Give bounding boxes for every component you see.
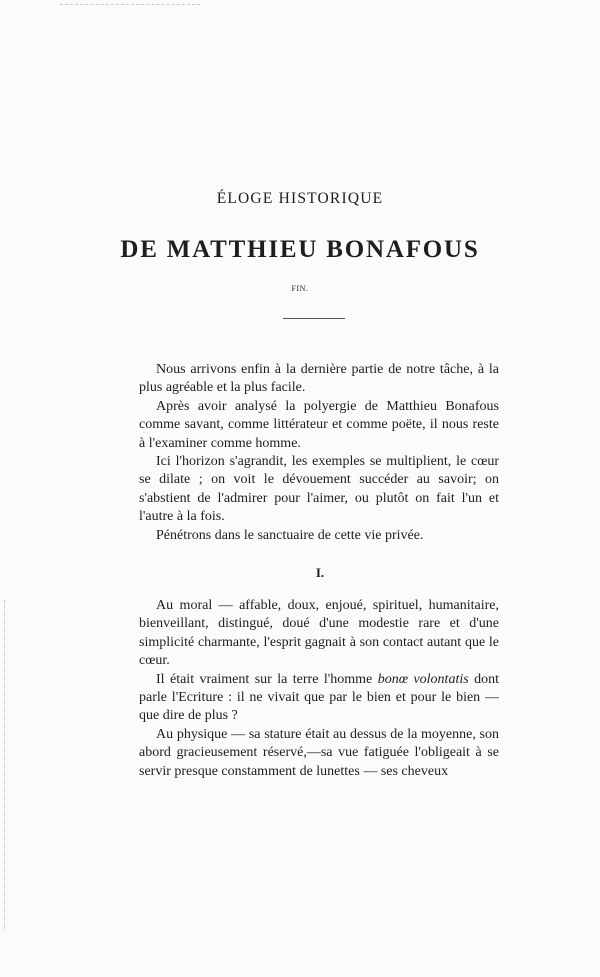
section-number: I.: [315, 565, 325, 580]
paragraph-text: Il était vraiment sur la terre l'homme: [156, 671, 378, 687]
paragraph: Après avoir analysé la polyergie de Matthieu Bonafous comme savant, comme littérateur et comme poëte, il nous reste à l'examiner comme homme.: [139, 398, 499, 451]
latin-phrase: bonœ volontatis: [377, 671, 469, 687]
paragraph: Pénétrons dans le sanctuaire de cette vie privée.: [156, 527, 424, 543]
title-line-2: DE MATTHIEU BONAFOUS: [120, 236, 480, 263]
title-suffix: FIN.: [291, 284, 309, 293]
paragraph: [139, 671, 499, 726]
scan-margin-marks: [4, 600, 7, 930]
paragraph: Au moral — affable, doux, enjoué, spirituel, humanitaire, bienveillant, distingué, doué d'une modestie rare et d'une simplicité charmante, l'esprit gagnait à son contact autant que le cœur.: [139, 598, 499, 669]
title-line-1: ÉLOGE HISTORIQUE: [216, 190, 384, 207]
paragraph-text: dont parle l'Ecriture : il ne vivait que par le bien et pour le bien — que dire de plus ?: [139, 671, 500, 724]
scan-artifact-line: [60, 4, 200, 7]
section-one: [139, 597, 499, 781]
paragraph: Nous arrivons enfin à la dernière partie de notre tâche, à la plus agréable et la plus facile.: [139, 362, 499, 396]
paragraph: Ici l'horizon s'agrandit, les exemples se multiplient, le cœur se dilate ; on voit le dévouement succéder au savoir; on s'abstient de l'admirer pour l'aimer, ou plutôt on fait l'un et l'autre à la fois.: [139, 454, 499, 525]
section-intro: [139, 361, 499, 545]
paragraph: Au physique — sa stature était au dessus de la moyenne, son abord gracieusement réservé,—sa vue fatiguée l'obligeait à se servir presque constamment de lunettes — ses cheveux: [139, 726, 499, 779]
decorative-rule: [283, 318, 345, 319]
